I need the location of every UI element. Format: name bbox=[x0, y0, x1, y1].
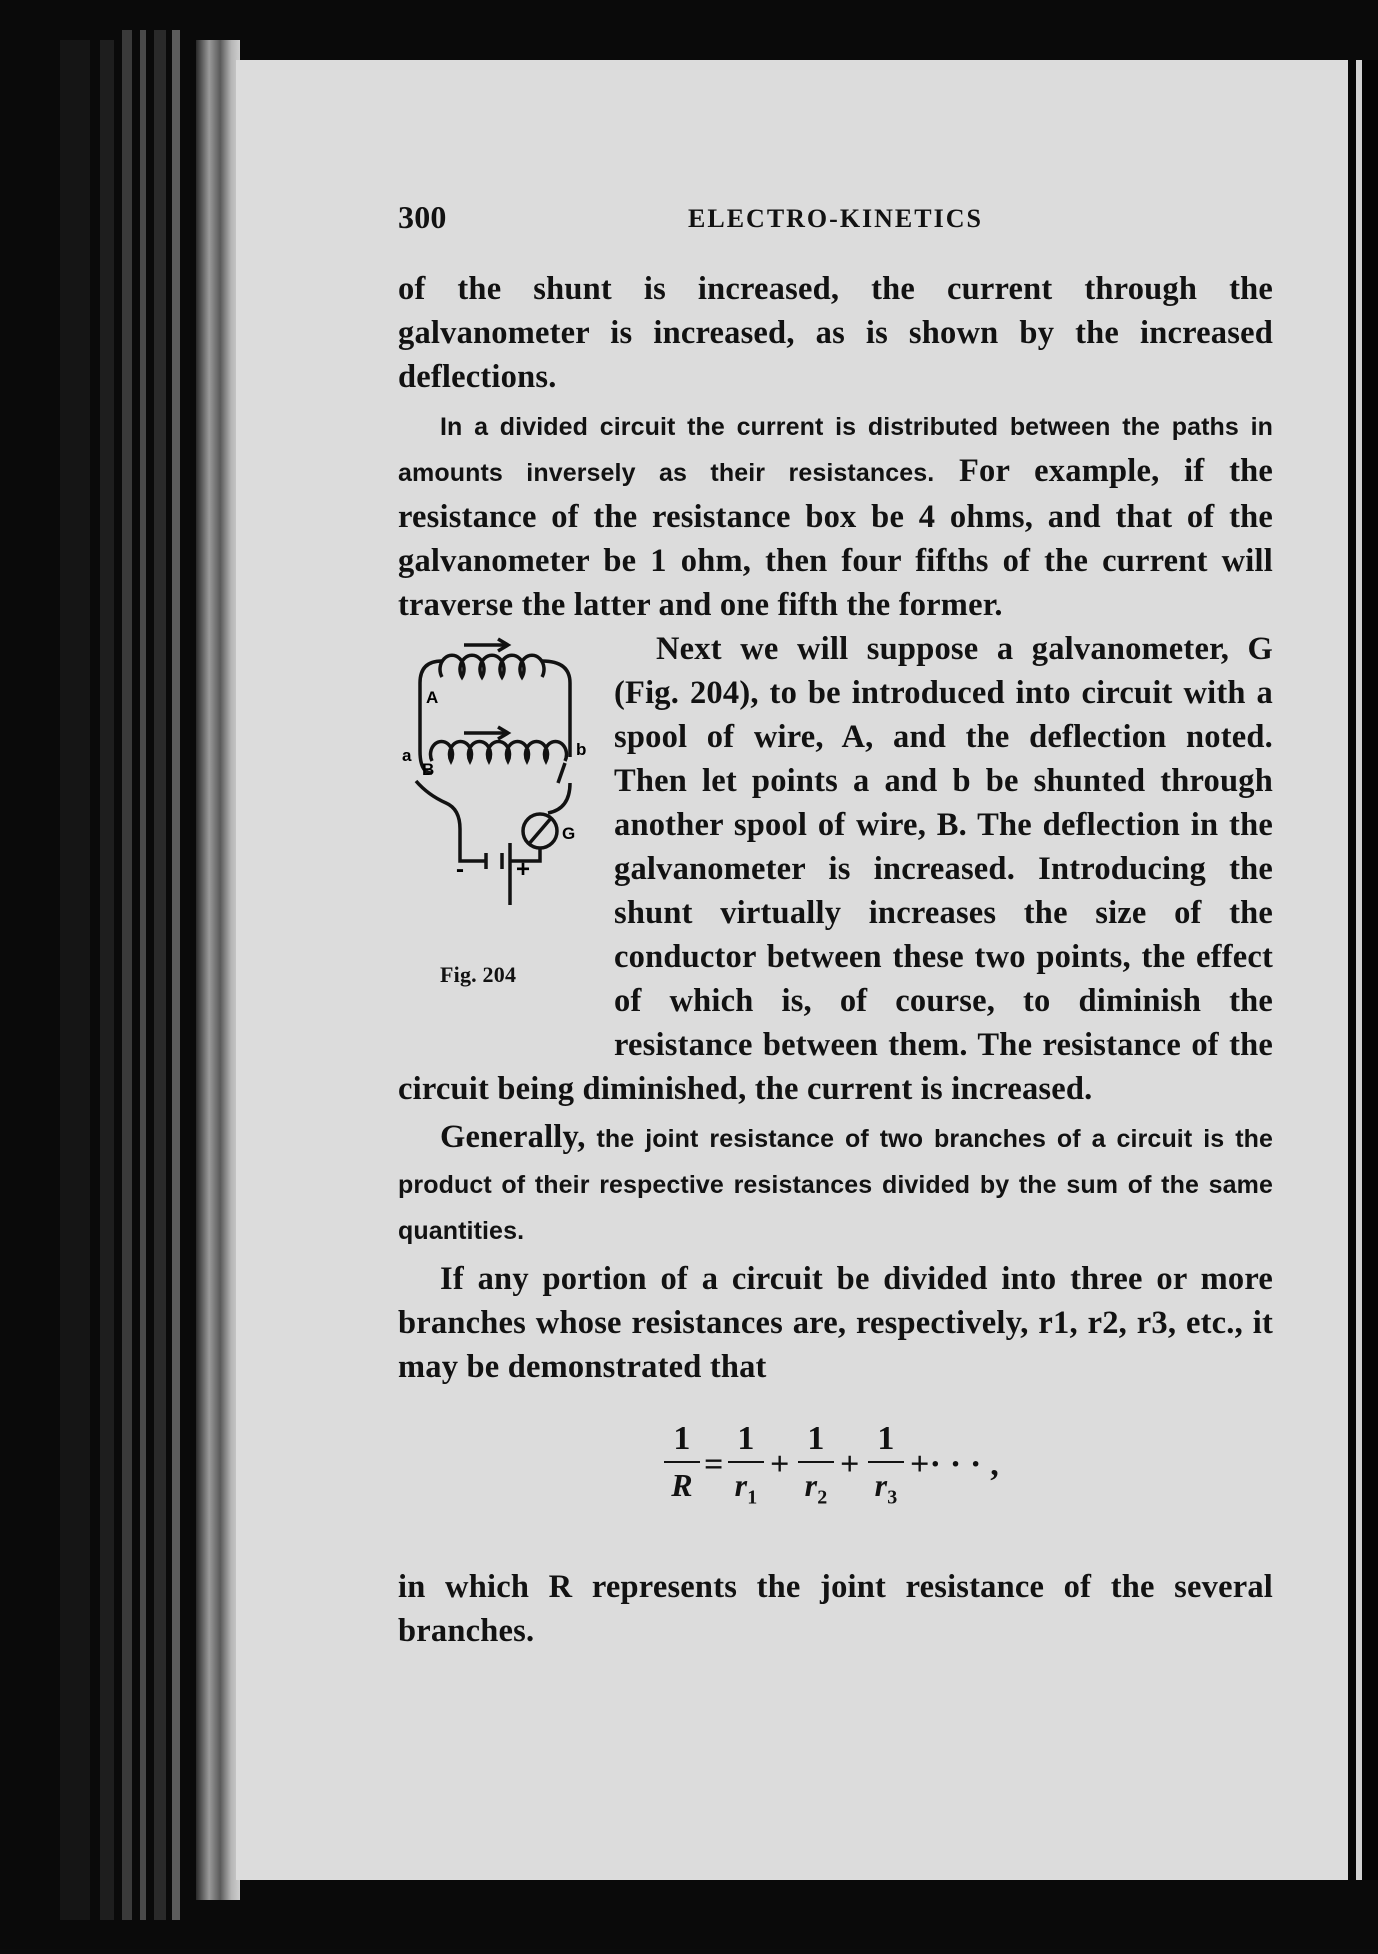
plus-sign-2: + bbox=[840, 1446, 860, 1483]
fraction-1-over-r3: 1 $r_3$ bbox=[868, 1419, 904, 1517]
label-minus: - bbox=[456, 856, 465, 883]
figure-204 bbox=[398, 633, 600, 1025]
paragraph-4-lead: Generally, bbox=[440, 1119, 586, 1155]
running-head: ELECTRO-KINETICS bbox=[688, 204, 983, 233]
series-tail: +· · · , bbox=[910, 1446, 999, 1483]
page-header bbox=[398, 195, 1273, 245]
joint-resistance-formula bbox=[398, 1419, 1273, 1529]
paragraph-3: Next we will suppose a galvanometer, G (Fig. 204), to be introduced into circuit with a spool of wire, A, and the deflection noted. Then let points a and b be shunted through another spool of wire, B. The deflection in the galvanometer is increased. Introducing the shunt virtually increases the size of the conductor between these two points, the effect of which is, of course, to diminish the resistance between them. The resistance of the circuit being diminished, the current is increased. bbox=[398, 631, 1273, 1107]
page-gutter bbox=[196, 40, 240, 1900]
label-B: B bbox=[422, 760, 435, 779]
page-number: 300 bbox=[398, 199, 447, 235]
figure-caption: Fig. 204 bbox=[440, 962, 517, 987]
plus-sign-1: + bbox=[770, 1446, 790, 1483]
paragraph-1: of the shunt is increased, the current through the galvanometer is increased, as is shown by the increased deflections. bbox=[398, 271, 1273, 395]
paragraph-2 bbox=[398, 403, 1273, 627]
label-b: b bbox=[576, 740, 587, 759]
label-A: A bbox=[426, 688, 439, 707]
paragraph-5: If any portion of a circuit be divided into three or more branches whose resistances are, respectively, r1, r2, r3, etc., it may be demonstrated that bbox=[398, 1261, 1273, 1385]
paragraph-2-text: For example, if the resistance of the resistance box be 4 ohms, and that of the galvanometer be 1 ohm, then four fifths of the current will traverse the latter and one fifth the former. bbox=[398, 453, 1273, 623]
fraction-1-over-r2: 1 $r_2$ bbox=[798, 1419, 834, 1517]
paragraph-6: in which R represents the joint resistance of the several branches. bbox=[398, 1569, 1273, 1649]
rule-text-2: the joint resistance of two branches of a circuit is the product of their respective resistances divided by the sum of the same quantities. bbox=[398, 1125, 1273, 1245]
fraction-1-over-R: 1 R bbox=[664, 1419, 700, 1505]
label-plus: + bbox=[516, 856, 531, 883]
fraction-1-over-r1: 1 $r_1$ bbox=[728, 1419, 764, 1517]
equals-sign: = bbox=[704, 1446, 724, 1483]
paragraph-4 bbox=[398, 1115, 1273, 1253]
label-G: G bbox=[562, 824, 576, 843]
label-a: a bbox=[402, 746, 412, 765]
rule-text: In a divided circuit the current is distributed between the paths in amounts inversely as their resistances. bbox=[398, 413, 1273, 487]
page-content bbox=[398, 195, 1273, 1653]
